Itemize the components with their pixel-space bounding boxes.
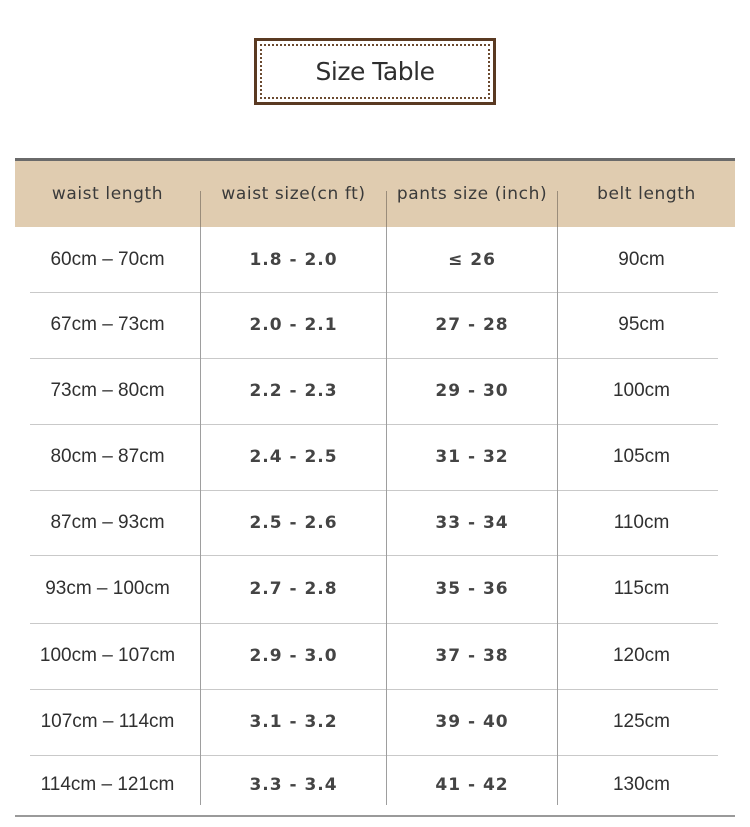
- table-row: [0, 755, 750, 815]
- cell-belt-length: 130cm: [612, 774, 671, 795]
- cell-pants-size: 39 - 40: [435, 712, 509, 732]
- cell-pants-size: ≤ 26: [448, 249, 496, 270]
- column-divider: [200, 227, 201, 805]
- page-title: Size Table: [315, 57, 435, 86]
- cell-belt-length: 90cm: [618, 248, 665, 270]
- column-divider: [386, 227, 387, 805]
- cell-waist-size: 2.7 - 2.8: [249, 579, 338, 599]
- cell-waist-length: 60cm – 70cm: [50, 248, 165, 270]
- cell-waist-length: 100cm – 107cm: [39, 645, 176, 666]
- cell-waist-length: 67cm – 73cm: [50, 314, 165, 335]
- cell-waist-size: 2.9 - 3.0: [249, 646, 338, 666]
- column-divider: [557, 227, 558, 805]
- cell-waist-size: 2.0 - 2.1: [249, 315, 338, 335]
- table-row: [0, 424, 750, 490]
- table-row: [0, 490, 750, 555]
- cell-waist-size: 2.5 - 2.6: [249, 512, 338, 533]
- table-row: [0, 227, 750, 292]
- header-waist-length: waist length: [51, 184, 164, 204]
- cell-pants-size: 33 - 34: [435, 512, 509, 533]
- header-divider: [200, 191, 201, 227]
- cell-belt-length: 105cm: [612, 446, 671, 467]
- cell-waist-length: 73cm – 80cm: [50, 380, 165, 401]
- cell-belt-length: 95cm: [618, 314, 665, 335]
- cell-belt-length: 115cm: [613, 578, 670, 599]
- cell-pants-size: 41 - 42: [435, 775, 509, 795]
- cell-belt-length: 120cm: [612, 645, 671, 666]
- cell-waist-length: 107cm – 114cm: [40, 711, 175, 732]
- cell-belt-length: 110cm: [613, 511, 670, 533]
- cell-waist-length: 80cm – 87cm: [50, 446, 165, 467]
- table-bottom-border: [15, 815, 735, 817]
- title-dotted-frame: [260, 44, 490, 99]
- header-belt-length: belt length: [597, 184, 696, 204]
- cell-pants-size: 27 - 28: [435, 315, 509, 335]
- cell-waist-size: 3.3 - 3.4: [249, 775, 338, 795]
- cell-waist-size: 1.8 - 2.0: [249, 249, 338, 270]
- cell-waist-size: 3.1 - 3.2: [249, 712, 338, 732]
- cell-waist-size: 2.2 - 2.3: [249, 381, 338, 401]
- table-row: [0, 358, 750, 424]
- cell-waist-length: 87cm – 93cm: [50, 511, 165, 533]
- table-header: [15, 158, 735, 227]
- header-divider: [557, 191, 558, 227]
- table-row: [0, 555, 750, 623]
- title-box: [254, 38, 496, 105]
- cell-pants-size: 31 - 32: [435, 447, 509, 467]
- header-pants-size: pants size (inch): [396, 184, 548, 204]
- table-row: [0, 292, 750, 358]
- cell-pants-size: 35 - 36: [435, 579, 509, 599]
- cell-belt-length: 125cm: [612, 711, 671, 732]
- cell-waist-size: 2.4 - 2.5: [249, 447, 338, 467]
- cell-waist-length: 93cm – 100cm: [45, 578, 170, 599]
- table-row: [0, 623, 750, 689]
- header-divider: [386, 191, 387, 227]
- header-waist-size: waist size(cn ft): [221, 184, 366, 204]
- cell-belt-length: 100cm: [612, 380, 671, 401]
- table-row: [0, 689, 750, 755]
- cell-waist-length: 114cm – 121cm: [40, 774, 175, 795]
- cell-pants-size: 37 - 38: [435, 646, 509, 666]
- cell-pants-size: 29 - 30: [435, 381, 509, 401]
